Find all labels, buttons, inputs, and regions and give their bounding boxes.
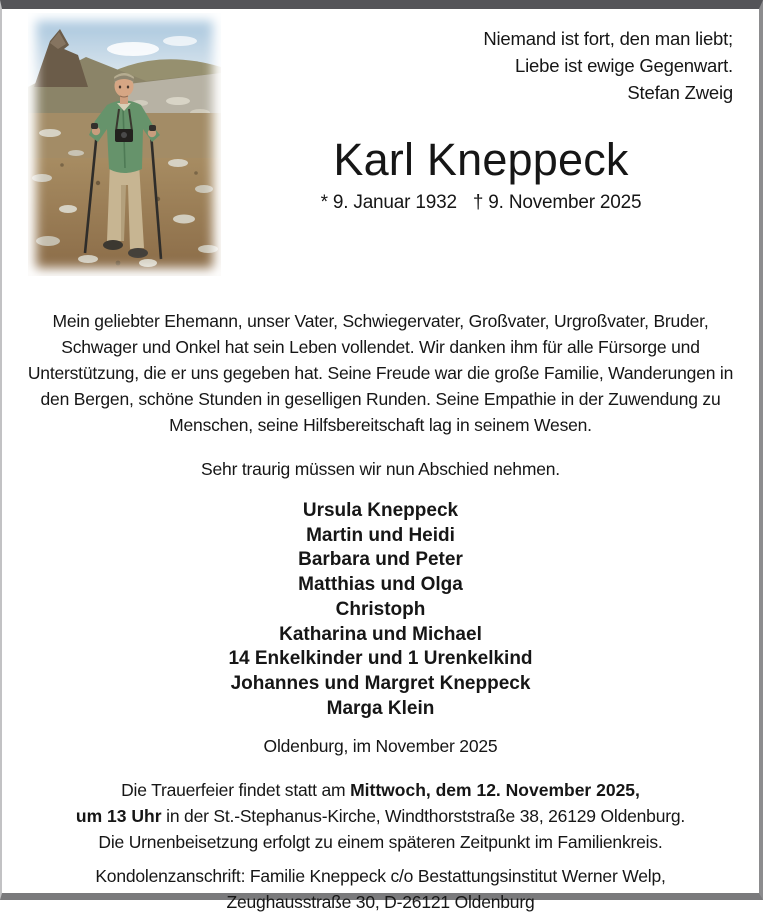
mourner-name: Matthias und Olga — [298, 574, 463, 596]
mourner-name: Christoph — [335, 598, 426, 620]
quote-attribution: Stefan Zweig — [627, 82, 733, 103]
death-date: † 9. November 2025 — [472, 192, 642, 213]
mourner-name: Katharina und Michael — [279, 623, 482, 645]
obituary-body — [2, 308, 759, 915]
birth-date: * 9. Januar 1932 — [320, 192, 457, 213]
condolence-line: Zeughausstraße 30, D-26121 Oldenburg — [226, 891, 535, 912]
hiker-photo-illustration — [28, 13, 221, 276]
place-dateline: Oldenburg, im November 2025 — [263, 736, 498, 757]
condolence-line: Kondolenzanschrift: Familie Kneppeck c/o Bestattungsinstitut Werner Welp, — [95, 865, 666, 886]
deceased-name: Karl Kneppeck — [333, 134, 629, 185]
quote-block — [229, 25, 733, 106]
funeral-intro: Die Trauerfeier findet statt am — [121, 779, 351, 800]
funeral-line-1 — [24, 777, 737, 803]
header-section — [2, 9, 759, 276]
quote-line: Liebe ist ewige Gegenwart. — [515, 55, 733, 76]
funeral-line-3 — [24, 829, 737, 855]
mourner-name: Marga Klein — [326, 697, 435, 719]
mourner-name: Johannes und Margret Kneppeck — [230, 672, 531, 694]
farewell-line: Sehr traurig müssen wir nun Abschied nehmen. — [201, 458, 560, 479]
funeral-info — [24, 777, 737, 855]
portrait-photo — [28, 13, 221, 276]
urn-burial-note: Die Urnenbeisetzung erfolgt zu einem späteren Zeitpunkt im Familienkreis. — [98, 831, 663, 852]
mourner-name: Barbara und Peter — [298, 549, 463, 571]
funeral-line-2 — [24, 803, 737, 829]
condolence-address — [24, 863, 737, 915]
obituary-paragraph: Mein geliebter Ehemann, unser Vater, Schwiegervater, Großvater, Urgroßvater, Bruder, Schwager und Onkel hat sein Leben vollendet. Wir danken ihm für alle Fürsorge und Unterstützung, die er uns gegeben hat. Seine Freude war die große Familie, Wanderungen in den Bergen, schöne Stunden in geselligen Runden. Seine Empathie in der Zuwendung zu Menschen, seine Hilfsbereitschaft lag in seinem Wesen. — [27, 311, 734, 435]
funeral-time: um 13 Uhr — [75, 805, 162, 826]
mourner-name: Martin und Heidi — [306, 524, 455, 546]
mourners-list — [24, 499, 737, 721]
mourner-name: Ursula Kneppeck — [302, 500, 459, 521]
funeral-date: Mittwoch, dem 12. November 2025, — [350, 779, 640, 800]
quote-line: Niemand ist fort, den man liebt; — [483, 28, 733, 49]
funeral-location: in der St.-Stephanus-Kirche, Windthorststraße 38, 26129 Oldenburg. — [161, 805, 686, 826]
mourner-name: 14 Enkelkinder und 1 Urenkelkind — [228, 648, 533, 670]
header-right-column — [221, 9, 759, 276]
life-dates — [229, 192, 733, 214]
